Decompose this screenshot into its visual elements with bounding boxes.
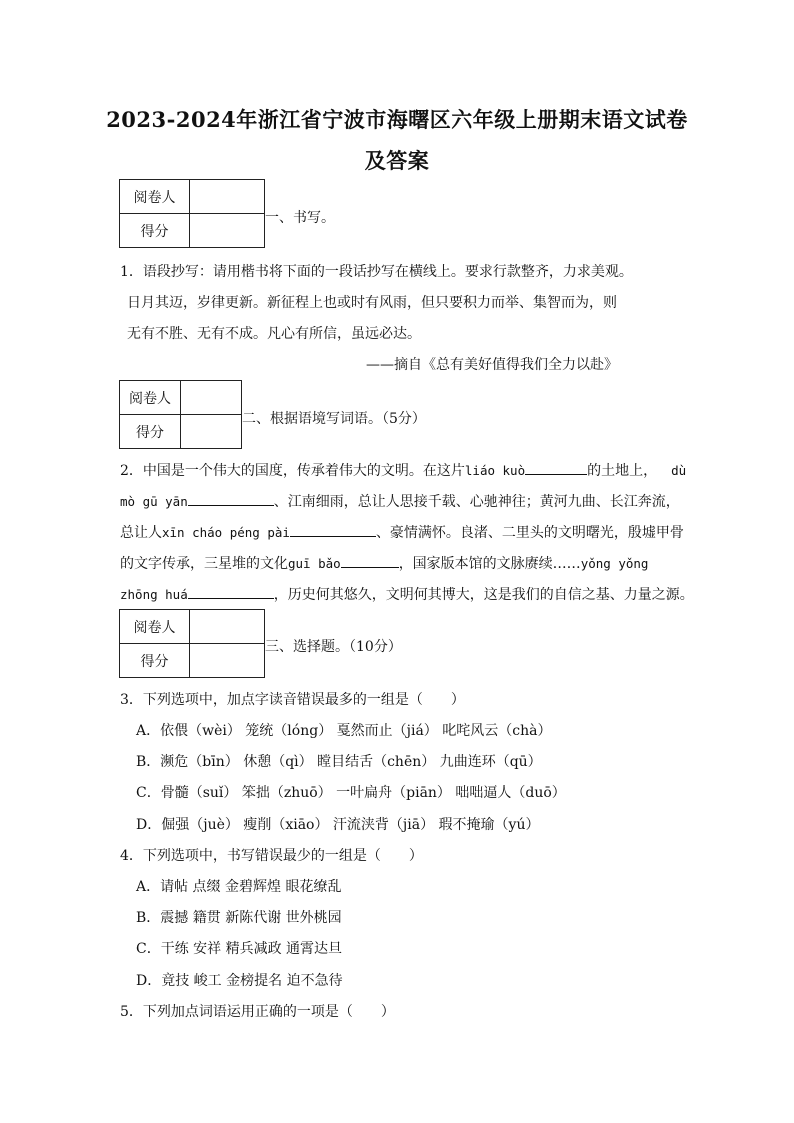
pinyin-prompt: guī bǎo	[288, 556, 341, 571]
q2-text: 、江南细雨，总让人思接千载、心驰神往；黄河九曲、长江奔流，	[273, 494, 680, 510]
page-title-cont: 及答案	[364, 148, 430, 173]
q2-text: 2．中国是一个伟大的国度，传承着伟大的文明。在这片	[120, 463, 465, 479]
reviewer-label: 阅卷人	[120, 180, 190, 214]
score-cell[interactable]	[190, 644, 265, 678]
q3-option-c[interactable]: C．骨髓（suǐ） 笨拙（zhuō） 一叶扁舟（piān） 咄咄逼人（duō）	[136, 785, 566, 801]
q3-option-d[interactable]: D．倔强（juè） 瘦削（xiāo） 汗流浃背（jiā） 瑕不掩瑜（yú）	[136, 817, 540, 833]
q1-source: ——摘自《总有美好值得我们全力以赴》	[366, 357, 618, 373]
reviewer-cell[interactable]	[190, 180, 265, 214]
q2-line1	[120, 460, 686, 480]
pinyin-prompt: yǒng yǒng	[580, 556, 649, 571]
page-title: 2023-2024年浙江省宁波市海曙区六年级上册期末语文试卷	[106, 107, 688, 132]
reviewer-cell[interactable]	[190, 610, 265, 644]
pinyin-prompt: mò gū yān	[120, 494, 188, 509]
score-table-3	[119, 609, 265, 678]
score-label: 得分	[120, 415, 181, 449]
q5-stem: 5．下列加点词语运用正确的一项是（ ）	[120, 1004, 395, 1020]
score-label: 得分	[120, 214, 190, 248]
answer-blank[interactable]	[188, 585, 274, 599]
pinyin-prompt: zhōng huá	[120, 587, 188, 602]
q1-passage-line2: 无有不胜、无有不成。凡心有所信，虽远必达。	[127, 326, 421, 342]
q4-option-a[interactable]: A．请帖 点缀 金碧辉煌 眼花缭乱	[136, 879, 342, 895]
q2-text: ，国家版本馆的文脉赓续……	[398, 556, 581, 572]
reviewer-label: 阅卷人	[120, 381, 181, 415]
q2-text: 的土地上，	[587, 463, 658, 479]
q3-option-a[interactable]: A．依偎（wèi） 笼统（lóng） 戛然而止（jiá） 叱咤风云（chà）	[136, 723, 552, 739]
answer-blank[interactable]	[341, 554, 399, 568]
score-table-2	[119, 380, 242, 449]
section-heading-2: 二、根据语境写词语。（5分）	[242, 411, 426, 427]
section-heading-3: 三、选择题。（10分）	[265, 639, 402, 655]
q2-line4	[120, 553, 648, 573]
answer-blank[interactable]	[188, 492, 274, 506]
pinyin-prompt: liáo kuò	[464, 463, 526, 478]
score-cell[interactable]	[181, 415, 242, 449]
answer-blank[interactable]	[525, 461, 587, 475]
q3-stem: 3．下列选项中，加点字读音错误最多的一组是（ ）	[120, 692, 465, 708]
q2-text: 、豪情满怀。良渚、二里头的文明曙光，殷墟甲骨	[375, 525, 684, 541]
pinyin-prompt: dù	[671, 463, 687, 478]
q4-option-b[interactable]: B．震撼 籍贯 新陈代谢 世外桃园	[136, 910, 342, 926]
pinyin-prompt: xīn cháo péng pài	[162, 525, 290, 540]
q1-stem: 1．语段抄写：请用楷书将下面的一段话抄写在横线上。要求行款整齐，力求美观。	[120, 264, 633, 280]
q4-option-c[interactable]: C．干练 安祥 精兵减政 通霄达旦	[136, 941, 343, 957]
q4-stem: 4．下列选项中，书写错误最少的一组是（ ）	[120, 848, 423, 864]
score-table-1	[119, 179, 265, 248]
q2-line5	[120, 584, 694, 604]
q2-line3	[120, 522, 684, 542]
q2-text: 总让人	[120, 525, 162, 541]
q4-option-d[interactable]: D．竟技 峻工 金榜提名 迫不急待	[136, 973, 343, 989]
score-cell[interactable]	[190, 214, 265, 248]
score-label: 得分	[120, 644, 190, 678]
q1-passage-line1: 日月其迈，岁律更新。新征程上也或时有风雨，但只要积力而举、集智而为，则	[127, 295, 617, 311]
section-heading-1: 一、书写。	[265, 210, 335, 226]
q3-option-b[interactable]: B．濒危（bīn） 休憩（qì） 瞠目结舌（chēn） 九曲连环（qū）	[136, 754, 542, 770]
q2-text: 的文字传承，三星堆的文化	[120, 556, 288, 572]
reviewer-label: 阅卷人	[120, 610, 190, 644]
q2-text: ，历史何其悠久，文明何其博大，这是我们的自信之基、力量之源。	[273, 587, 694, 603]
answer-blank[interactable]	[290, 523, 376, 537]
q2-line2	[120, 491, 680, 511]
reviewer-cell[interactable]	[181, 381, 242, 415]
